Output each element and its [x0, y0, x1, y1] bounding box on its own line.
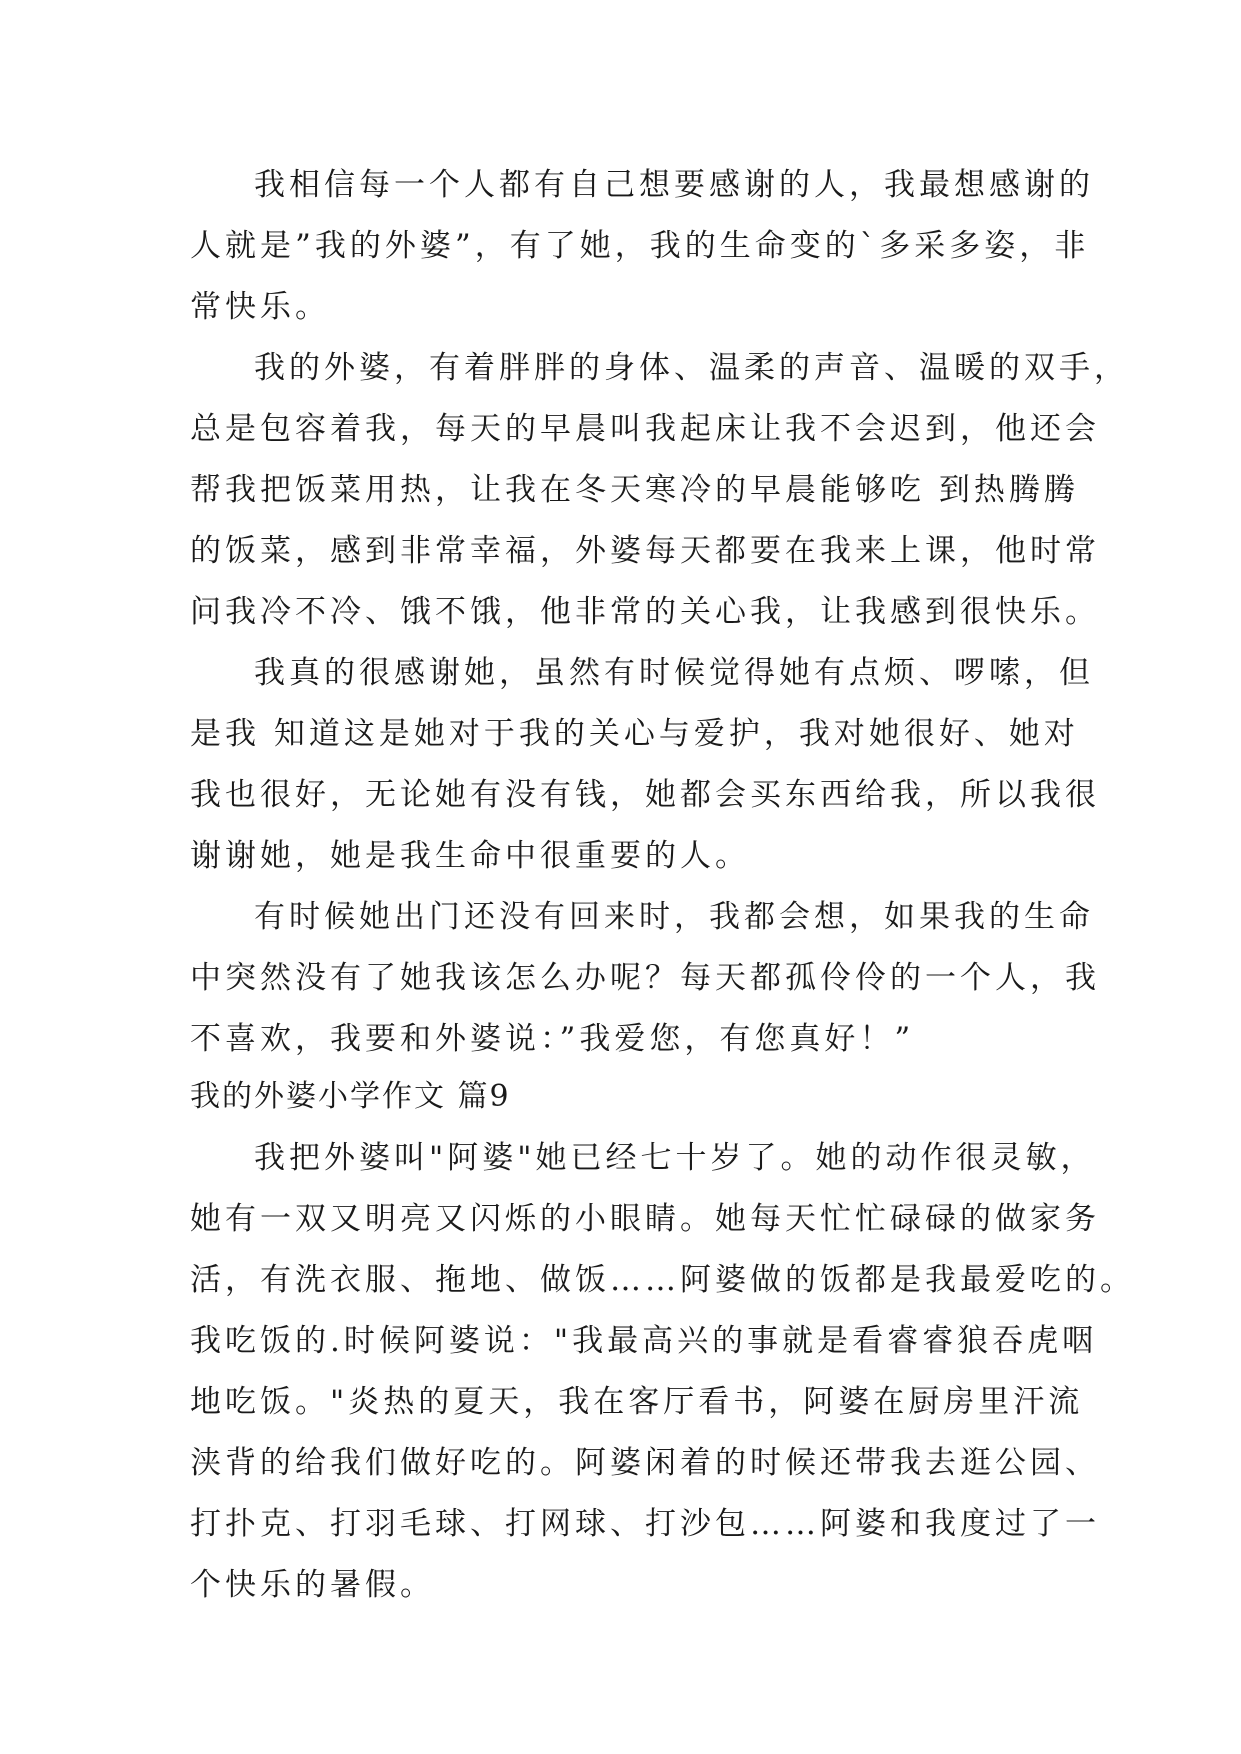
paragraph-3-line-4: 谢谢她，她是我生命中很重要的人。 — [190, 838, 750, 874]
section-paragraph-line-4: 我吃饭的.时候阿婆说："我最高兴的事就是看睿睿狼吞虎咽 — [190, 1323, 1098, 1359]
paragraph-1-line-3: 常快乐。 — [190, 289, 330, 325]
document-body — [190, 155, 1135, 1616]
paragraph-1-line-2: 人就是”我的外婆”，有了她，我的生命变的`多采多姿，非 — [190, 228, 1090, 264]
paragraph-2-line-1: 我的外婆，有着胖胖的身体、温柔的声音、温暖的双手， — [254, 350, 1129, 386]
section-heading: 我的外婆小学作文 篇9 — [190, 1079, 511, 1114]
section-paragraph-line-6: 浃背的给我们做好吃的。阿婆闲着的时候还带我去逛公园、 — [190, 1445, 1100, 1481]
section-paragraph-line-1: 我把外婆叫"阿婆"她已经七十岁了。她的动作很灵敏， — [254, 1140, 1096, 1176]
paragraph-2-line-4: 的饭菜，感到非常幸福，外婆每天都要在我来上课，他时常 — [190, 533, 1100, 569]
section-paragraph-line-2: 她有一双又明亮又闪烁的小眼睛。她每天忙忙碌碌的做家务 — [190, 1201, 1100, 1237]
section-paragraph-line-7: 打扑克、打羽毛球、打网球、打沙包……阿婆和我度过了一 — [190, 1506, 1100, 1542]
paragraph-4-line-1: 有时候她出门还没有回来时，我都会想，如果我的生命 — [254, 899, 1094, 935]
paragraph-1-line-1: 我相信每一个人都有自己想要感谢的人，我最想感谢的 — [254, 167, 1094, 203]
section-paragraph-line-8: 个快乐的暑假。 — [190, 1567, 435, 1603]
section-paragraph-line-5: 地吃饭。"炎热的夏天，我在客厅看书，阿婆在厨房里汗流 — [190, 1384, 1084, 1420]
paragraph-2-line-5: 问我冷不冷、饿不饿，他非常的关心我，让我感到很快乐。 — [190, 594, 1100, 630]
paragraph-2-line-3: 帮我把饭菜用热，让我在冬天寒冷的早晨能够吃 到热腾腾 — [190, 472, 1079, 508]
paragraph-3-line-1: 我真的很感谢她，虽然有时候觉得她有点烦、啰嗦，但 — [254, 655, 1094, 691]
section-paragraph-line-3: 活，有洗衣服、拖地、做饭……阿婆做的饭都是我最爱吃的。 — [190, 1262, 1135, 1298]
paragraph-3-line-2: 是我 知道这是她对于我的关心与爱护，我对她很好、她对 — [190, 716, 1079, 752]
paragraph-3-line-3: 我也很好，无论她有没有钱，她都会买东西给我，所以我很 — [190, 777, 1100, 813]
paragraph-4-line-3: 不喜欢，我要和外婆说：”我爱您，有您真好！” — [190, 1021, 915, 1057]
paragraph-4-line-2: 中突然没有了她我该怎么办呢？每天都孤伶伶的一个人，我 — [190, 960, 1100, 996]
paragraph-2-line-2: 总是包容着我，每天的早晨叫我起床让我不会迟到，他还会 — [190, 411, 1100, 447]
